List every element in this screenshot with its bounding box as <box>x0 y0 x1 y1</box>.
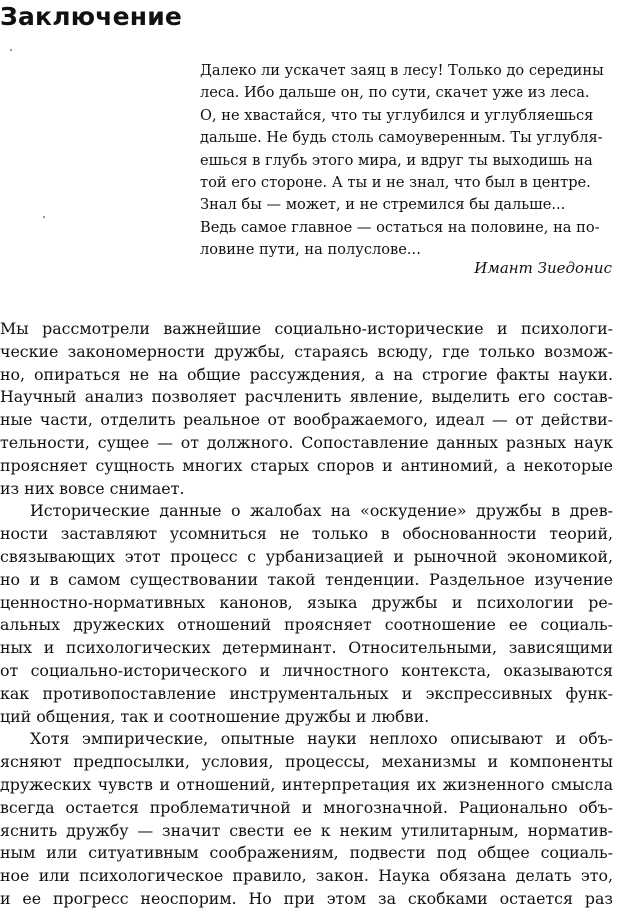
epigraph-line: леса. Ибо дальше он, по сути, скачет уже из леса. <box>200 84 590 102</box>
text-line: Мы рассмотрели важнейшие социально-исторические и психологи- <box>0 319 613 338</box>
text-line: ческие закономерности дружбы, стараясь всюду, где только возмож- <box>0 341 613 361</box>
text-line: тельности, сущее — от должного. Сопоставление данных разных наук <box>0 432 613 452</box>
text-line: яснить дружбу — значит свести ее к неким утилитарным, норматив- <box>0 820 613 840</box>
epigraph-line: Далеко ли ускачет заяц в лесу! Только до середины <box>200 62 604 79</box>
epigraph <box>200 60 612 262</box>
epigraph-line: ешься в глубь этого мира, и вдруг ты выходишь на <box>200 151 593 169</box>
epigraph-author: Имант Зиедонис <box>474 259 612 277</box>
text-line: проясняет сущность многих старых споров и антиномий, а некоторые <box>0 455 613 475</box>
text-line: Исторические данные о жалобах на «оскудение» дружбы в древ- <box>30 501 613 521</box>
epigraph-line: Знал бы — может, и не стремился бы дальше... <box>200 196 566 214</box>
text-line: но и в самом существовании такой тенденции. Раздельное изучение <box>0 569 613 589</box>
epigraph-line: О, не хвастайся, что ты углубился и углубляешься <box>200 106 594 124</box>
epigraph-line: ловине пути, на полуслове... <box>200 241 421 259</box>
text-line: Хотя эмпирические, опытные науки неплохо описывают и объ- <box>30 729 613 749</box>
text-line: ные части, отделить реальное от воображаемого, идеал — от действи- <box>0 410 613 430</box>
text-line: ным или ситуативным соображениям, подвести под общее социаль- <box>0 843 613 863</box>
text-line: ций общения, так и соотношение дружбы и любви. <box>0 706 430 726</box>
text-line: ясняют предпосылки, условия, процессы, механизмы и компоненты <box>0 752 613 772</box>
text-line: Научный анализ позволяет расчленить явление, выделить его состав- <box>0 387 613 407</box>
text-line: как противопоставление инструментальных и экспрессивных функ- <box>0 683 613 703</box>
epigraph-line: дальше. Не будь столь самоуверенным. Ты углубля- <box>200 129 603 147</box>
text-line: но, опираться не на общие рассуждения, а на строгие факты науки. <box>0 364 613 384</box>
text-line: из них вовсе снимает. <box>0 478 185 498</box>
chapter-heading: Заключение <box>0 2 183 31</box>
text-line: ценностно-нормативных канонов, языка дружбы и психологии ре- <box>0 592 613 612</box>
text-line: ное или психологическое правило, закон. Наука обязана делать это, <box>0 866 613 886</box>
text-line: ности заставляют усомниться не только в обоснованности теорий, <box>0 524 613 544</box>
scan-speck <box>10 49 12 51</box>
text-line: и ее прогресс неоспорим. Но при этом за скобками остается раз <box>0 888 613 908</box>
text-line: дружеских чувств и отношений, интерпретация их жизненного смысла <box>0 774 613 794</box>
body-text <box>0 318 613 911</box>
text-line: альных дружеских отношений проясняет соотношение ее социаль- <box>0 615 613 635</box>
text-line: всегда остается проблематичной и многозначной. Рационально объ- <box>0 797 613 817</box>
text-line: связывающих этот процесс с урбанизацией и рыночной экономикой, <box>0 546 613 566</box>
scan-speck <box>43 216 45 218</box>
epigraph-line: той его стороне. А ты и не знал, что был в центре. <box>200 174 591 192</box>
text-line: ных и психологических детерминант. Относительными, зависящими <box>0 638 613 658</box>
epigraph-line: Ведь самое главное — остаться на половине, на по- <box>200 218 600 236</box>
text-line: от социально-исторического и личностного контекста, оказываются <box>0 660 613 680</box>
